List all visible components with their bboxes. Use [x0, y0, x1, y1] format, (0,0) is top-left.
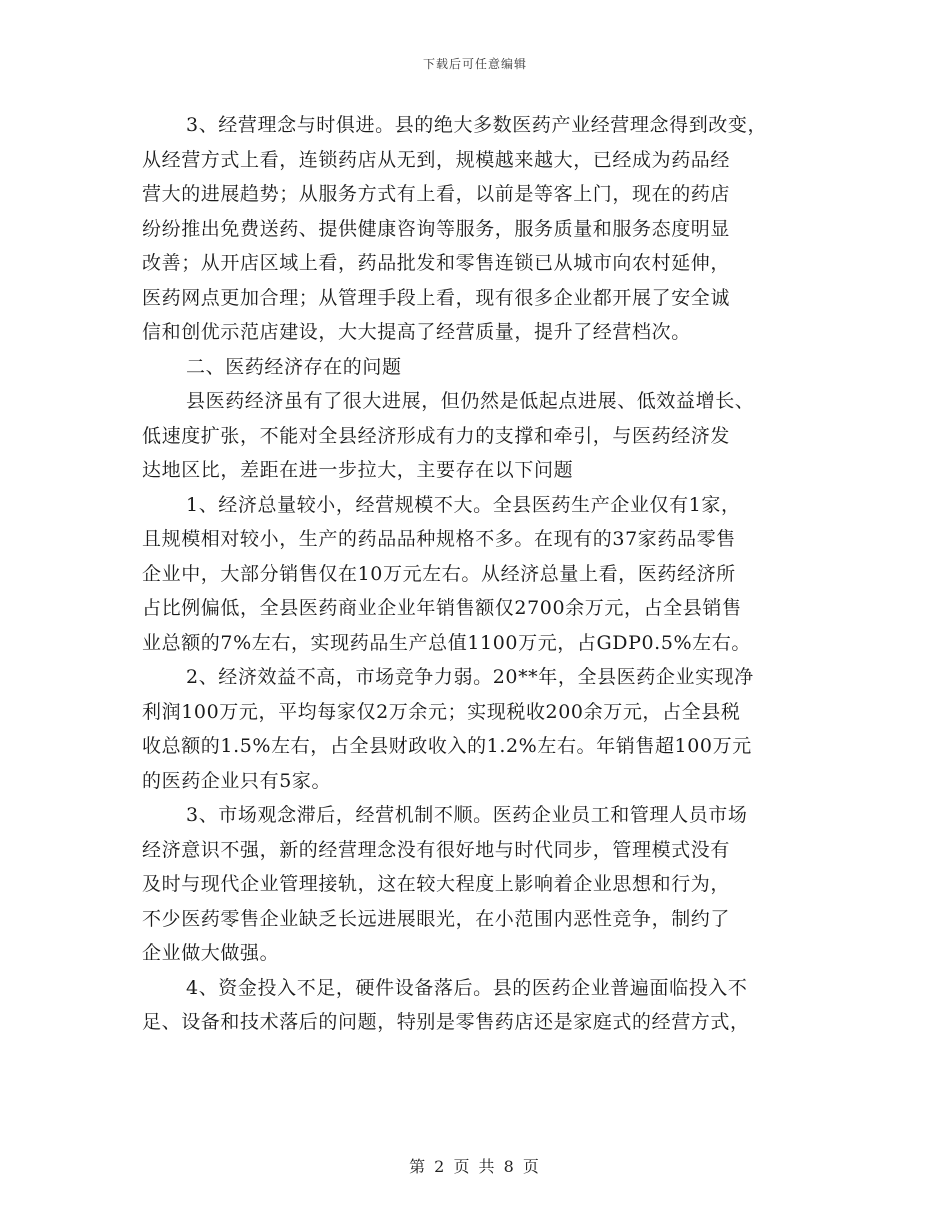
text-line: 及时与现代企业管理接轨，这在较大程度上影响着企业思想和行为，	[142, 873, 731, 895]
text-line: 占比例偏低，全县医药商业企业年销售额仅2700余万元，占全县销售	[142, 597, 742, 619]
text-line: 达地区比，差距在进一步拉大，主要存在以下问题	[142, 459, 574, 481]
text-line: 企业做大做强。	[142, 942, 280, 964]
text-line: 3、市场观念滞后，经营机制不顺。医药企业员工和管理人员市场	[186, 804, 748, 826]
text-line: 利润100万元，平均每家仅2万余元；实现税收200余万元，占全县税	[142, 700, 741, 723]
page-footer: 第 2 页 共 8 页	[409, 1157, 541, 1176]
text-line: 医药网点更加合理；从管理手段上看，现有很多企业都开展了安全诚	[142, 286, 731, 309]
page-header: 下载后可任意编辑	[422, 57, 527, 71]
text-line: 收总额的1.5%左右，占全县财政收入的1.2%左右。年销售超100万元	[142, 735, 752, 757]
text-line: 经济意识不强，新的经营理念没有很好地与时代同步，管理模式没有	[142, 838, 731, 861]
text-line: 4、资金投入不足，硬件设备落后。县的医药企业普遍面临投入不	[186, 976, 748, 999]
text-line: 从经营方式上看，连锁药店从无到，规模越来越大，已经成为药品经	[142, 148, 731, 171]
text-line: 足、设备和技术落后的问题，特别是零售药店还是家庭式的经营方式，	[142, 1011, 750, 1033]
text-line: 3、经营理念与时俱进。县的绝大多数医药产业经营理念得到改变，	[186, 114, 768, 136]
text-line: 业总额的7%左右，实现药品生产总值1100万元，占GDP0.5%左右。	[142, 631, 751, 654]
text-line: 信和创优示范店建设，大大提高了经营质量，提升了经营档次。	[142, 321, 691, 343]
text-line: 纷纷推出免费送药、提供健康咨询等服务，服务质量和服务态度明显	[142, 217, 731, 240]
text-line: 改善；从开店区域上看，药品批发和零售连锁已从城市向农村延伸，	[142, 252, 731, 274]
document-body	[142, 108, 822, 1040]
text-line: 且规模相对较小，生产的药品品种规格不多。在现有的37家药品零售	[142, 528, 736, 550]
text-line: 低速度扩张，不能对全县经济形成有力的支撑和牵引，与医药经济发	[142, 424, 731, 447]
text-line: 二、医药经济存在的问题	[186, 355, 402, 378]
text-line: 的医药企业只有5家。	[142, 769, 332, 792]
text-line: 营大的进展趋势；从服务方式有上看，以前是等客上门，现在的药店	[142, 183, 731, 205]
text-line: 县医药经济虽有了很大进展，但仍然是低起点进展、低效益增长、	[186, 390, 755, 412]
text-line: 1、经济总量较小，经营规模不大。全县医药生产企业仅有1家，	[186, 493, 741, 516]
text-line: 2、经济效益不高，市场竞争力弱。20**年，全县医药企业实现净	[186, 666, 754, 688]
text-line: 不少医药零售企业缺乏长远进展眼光，在小范围内恶性竞争，制约了	[142, 907, 731, 930]
text-line: 企业中，大部分销售仅在10万元左右。从经济总量上看，医药经济所	[142, 562, 736, 585]
